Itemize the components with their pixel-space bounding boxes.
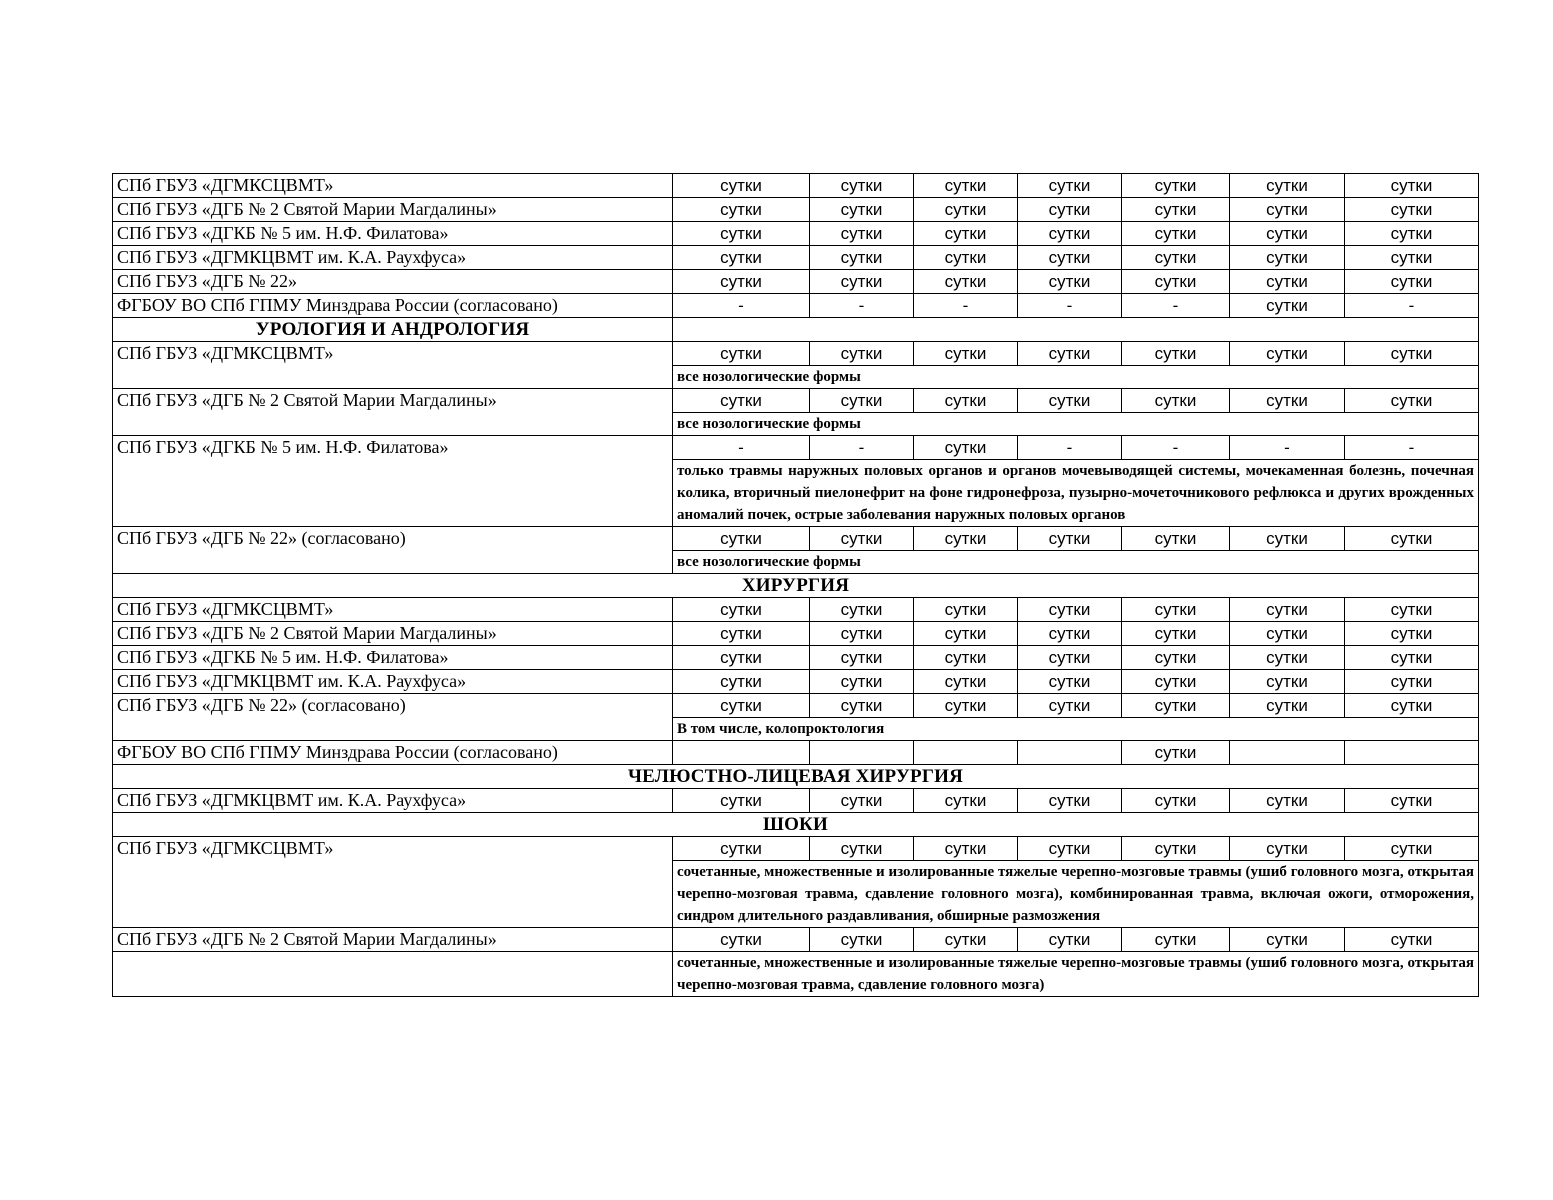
cell-value: сутки <box>1122 342 1230 366</box>
table-row <box>113 598 1479 622</box>
note-text: все нозологические формы <box>673 551 1479 574</box>
org-name: СПб ГБУЗ «ДГМКСЦВМТ» <box>113 174 673 198</box>
cell-value: сутки <box>914 527 1018 551</box>
cell-value: сутки <box>810 246 914 270</box>
cell-value: - <box>673 294 810 318</box>
cell-value: сутки <box>1018 174 1122 198</box>
cell-value: сутки <box>810 270 914 294</box>
cell-value: сутки <box>673 928 810 952</box>
cell-value: сутки <box>914 174 1018 198</box>
cell-value: сутки <box>673 670 810 694</box>
cell-value: сутки <box>1122 270 1230 294</box>
cell-value: - <box>810 294 914 318</box>
table-row <box>113 246 1479 270</box>
cell-value: сутки <box>1122 222 1230 246</box>
table-row <box>113 837 1479 861</box>
org-name: СПб ГБУЗ «ДГБ № 22» <box>113 270 673 294</box>
section-title-maxillofacial: ЧЕЛЮСТНО-ЛИЦЕВАЯ ХИРУРГИЯ <box>113 765 1479 789</box>
cell-value: сутки <box>914 928 1018 952</box>
table-row <box>113 436 1479 460</box>
cell-value: сутки <box>810 646 914 670</box>
org-name: СПб ГБУЗ «ДГКБ № 5 им. Н.Ф. Филатова» <box>113 646 673 670</box>
cell-value: сутки <box>1122 198 1230 222</box>
note-text: сочетанные, множественные и изолированные тяжелые черепно-мозговые травмы (ушиб головного мозга, открытая черепно-мозговая травма, сдавление головного мозга), комбинированная травма, включая ожоги, отморожения, синдром длительного раздавливания, обширные размозжения <box>673 861 1479 928</box>
cell-value: сутки <box>810 670 914 694</box>
org-name: СПб ГБУЗ «ДГКБ № 5 им. Н.Ф. Филатова» <box>113 436 673 527</box>
cell-value: сутки <box>1018 598 1122 622</box>
section-row <box>113 318 1479 342</box>
table-row <box>113 174 1479 198</box>
cell-value: сутки <box>673 222 810 246</box>
cell-value: сутки <box>1230 389 1345 413</box>
cell-value: сутки <box>1230 646 1345 670</box>
table-row <box>113 741 1479 765</box>
cell-value: сутки <box>1018 928 1122 952</box>
empty-cell <box>1230 741 1345 765</box>
org-name: ФГБОУ ВО СПб ГПМУ Минздрава России (согласовано) <box>113 294 673 318</box>
table-row <box>113 527 1479 551</box>
cell-value: сутки <box>1122 622 1230 646</box>
empty-cell <box>673 741 810 765</box>
cell-value: сутки <box>1230 527 1345 551</box>
cell-value: сутки <box>1230 789 1345 813</box>
empty-cell <box>810 741 914 765</box>
org-name: СПб ГБУЗ «ДГМКЦВМТ им. К.А. Раухфуса» <box>113 789 673 813</box>
empty-cell <box>673 318 1479 342</box>
cell-value: сутки <box>914 789 1018 813</box>
cell-value: - <box>914 294 1018 318</box>
cell-value: сутки <box>1122 646 1230 670</box>
empty-cell <box>113 952 673 997</box>
cell-value: сутки <box>810 928 914 952</box>
cell-value: сутки <box>1230 670 1345 694</box>
note-text: В том числе, колопроктология <box>673 718 1479 741</box>
cell-value: - <box>1122 436 1230 460</box>
cell-value: сутки <box>1345 198 1479 222</box>
table-row <box>113 670 1479 694</box>
cell-value: сутки <box>1018 389 1122 413</box>
cell-value: сутки <box>1345 389 1479 413</box>
cell-value: сутки <box>1122 527 1230 551</box>
cell-value: сутки <box>1018 222 1122 246</box>
cell-value: сутки <box>914 622 1018 646</box>
cell-value: сутки <box>1230 294 1345 318</box>
table-row <box>113 198 1479 222</box>
document-page <box>112 173 1478 997</box>
cell-value: сутки <box>673 389 810 413</box>
cell-value: сутки <box>1345 789 1479 813</box>
cell-value: сутки <box>1230 342 1345 366</box>
cell-value: сутки <box>1345 694 1479 718</box>
cell-value: сутки <box>1122 694 1230 718</box>
cell-value: сутки <box>1018 622 1122 646</box>
cell-value: сутки <box>1018 670 1122 694</box>
cell-value: сутки <box>914 598 1018 622</box>
cell-value: сутки <box>673 622 810 646</box>
cell-value: - <box>1018 294 1122 318</box>
cell-value: сутки <box>1230 246 1345 270</box>
cell-value: сутки <box>1230 622 1345 646</box>
cell-value: сутки <box>1018 837 1122 861</box>
cell-value: сутки <box>810 342 914 366</box>
section-row <box>113 813 1479 837</box>
org-name: СПб ГБУЗ «ДГБ № 2 Святой Марии Магдалины» <box>113 928 673 952</box>
org-name: СПб ГБУЗ «ДГМКСЦВМТ» <box>113 837 673 928</box>
table-row <box>113 646 1479 670</box>
cell-value: сутки <box>673 694 810 718</box>
table-row <box>113 694 1479 718</box>
cell-value: сутки <box>810 622 914 646</box>
cell-value: сутки <box>673 646 810 670</box>
cell-value: сутки <box>810 222 914 246</box>
cell-value: сутки <box>1122 741 1230 765</box>
cell-value: сутки <box>1122 389 1230 413</box>
cell-value: сутки <box>1018 342 1122 366</box>
cell-value: сутки <box>1122 928 1230 952</box>
cell-value: сутки <box>914 837 1018 861</box>
section-title-urology: УРОЛОГИЯ И АНДРОЛОГИЯ <box>113 318 673 342</box>
table-row <box>113 222 1479 246</box>
cell-value: сутки <box>673 527 810 551</box>
cell-value: сутки <box>1345 928 1479 952</box>
org-name: СПб ГБУЗ «ДГМКЦВМТ им. К.А. Раухфуса» <box>113 246 673 270</box>
cell-value: сутки <box>1122 174 1230 198</box>
cell-value: сутки <box>1018 246 1122 270</box>
section-title-shock: ШОКИ <box>113 813 1479 837</box>
cell-value: сутки <box>673 174 810 198</box>
section-title-surgery: ХИРУРГИЯ <box>113 574 1479 598</box>
cell-value: сутки <box>1018 694 1122 718</box>
empty-cell <box>1018 741 1122 765</box>
cell-value: сутки <box>1230 198 1345 222</box>
cell-value: сутки <box>810 389 914 413</box>
cell-value: сутки <box>914 270 1018 294</box>
org-name: СПб ГБУЗ «ДГБ № 2 Святой Марии Магдалины» <box>113 389 673 436</box>
cell-value: сутки <box>1018 646 1122 670</box>
cell-value: - <box>1122 294 1230 318</box>
cell-value: - <box>1345 294 1479 318</box>
org-name: СПб ГБУЗ «ДГМКЦВМТ им. К.А. Раухфуса» <box>113 670 673 694</box>
cell-value: сутки <box>1345 270 1479 294</box>
cell-value: сутки <box>1122 670 1230 694</box>
cell-value: сутки <box>914 670 1018 694</box>
cell-value: сутки <box>1345 342 1479 366</box>
cell-value: сутки <box>1230 694 1345 718</box>
cell-value: - <box>673 436 810 460</box>
table-row <box>113 342 1479 366</box>
cell-value: сутки <box>914 342 1018 366</box>
table-row <box>113 294 1479 318</box>
section-row <box>113 574 1479 598</box>
cell-value: сутки <box>673 270 810 294</box>
cell-value: сутки <box>1018 789 1122 813</box>
cell-value: сутки <box>1122 246 1230 270</box>
cell-value: сутки <box>914 222 1018 246</box>
cell-value: - <box>1345 436 1479 460</box>
org-name: СПб ГБУЗ «ДГБ № 2 Святой Марии Магдалины» <box>113 622 673 646</box>
cell-value: сутки <box>1345 527 1479 551</box>
cell-value: сутки <box>810 837 914 861</box>
empty-cell <box>1345 741 1479 765</box>
cell-value: сутки <box>1230 174 1345 198</box>
cell-value: сутки <box>1345 837 1479 861</box>
org-name: СПб ГБУЗ «ДГМКСЦВМТ» <box>113 598 673 622</box>
table-row <box>113 789 1479 813</box>
org-name: СПб ГБУЗ «ДГБ № 2 Святой Марии Магдалины» <box>113 198 673 222</box>
cell-value: сутки <box>914 694 1018 718</box>
cell-value: сутки <box>1345 174 1479 198</box>
cell-value: сутки <box>810 598 914 622</box>
cell-value: сутки <box>914 246 1018 270</box>
org-name: СПб ГБУЗ «ДГКБ № 5 им. Н.Ф. Филатова» <box>113 222 673 246</box>
cell-value: сутки <box>1230 270 1345 294</box>
cell-value: сутки <box>810 174 914 198</box>
cell-value: - <box>1230 436 1345 460</box>
org-name: СПб ГБУЗ «ДГБ № 22» (согласовано) <box>113 694 673 741</box>
section-row <box>113 765 1479 789</box>
table-row <box>113 622 1479 646</box>
cell-value: сутки <box>810 527 914 551</box>
cell-value: сутки <box>1018 527 1122 551</box>
cell-value: сутки <box>1345 246 1479 270</box>
table-row <box>113 928 1479 952</box>
table-row <box>113 270 1479 294</box>
cell-value: сутки <box>673 246 810 270</box>
cell-value: сутки <box>1345 670 1479 694</box>
cell-value: - <box>1018 436 1122 460</box>
cell-value: сутки <box>810 789 914 813</box>
note-text: сочетанные, множественные и изолированные тяжелые черепно-мозговые травмы (ушиб головного мозга, открытая черепно-мозговая травма, сдавление головного мозга) <box>673 952 1479 997</box>
cell-value: сутки <box>1230 928 1345 952</box>
cell-value: сутки <box>673 598 810 622</box>
cell-value: сутки <box>673 198 810 222</box>
cell-value: сутки <box>673 342 810 366</box>
org-name: ФГБОУ ВО СПб ГПМУ Минздрава России (согласовано) <box>113 741 673 765</box>
cell-value: сутки <box>1345 622 1479 646</box>
schedule-table <box>112 173 1479 997</box>
note-text: только травмы наружных половых органов и органов мочевыводящей системы, мочекаменная болезнь, почечная колика, вторичный пиелонефрит на фоне гидронефроза, пузырно-мочеточникового рефлюкса и других врожденных аномалий почек, острые заболевания наружных половых органов <box>673 460 1479 527</box>
cell-value: - <box>810 436 914 460</box>
cell-value: сутки <box>673 837 810 861</box>
cell-value: сутки <box>1018 270 1122 294</box>
org-name: СПб ГБУЗ «ДГМКСЦВМТ» <box>113 342 673 389</box>
cell-value: сутки <box>1122 837 1230 861</box>
cell-value: сутки <box>1345 646 1479 670</box>
cell-value: сутки <box>1345 222 1479 246</box>
table-row <box>113 389 1479 413</box>
cell-value: сутки <box>914 389 1018 413</box>
cell-value: сутки <box>810 198 914 222</box>
cell-value: сутки <box>673 789 810 813</box>
note-text: все нозологические формы <box>673 413 1479 436</box>
cell-value: сутки <box>914 646 1018 670</box>
cell-value: сутки <box>1230 837 1345 861</box>
cell-value: сутки <box>1345 598 1479 622</box>
cell-value: сутки <box>1018 198 1122 222</box>
cell-value: сутки <box>914 436 1018 460</box>
note-text: все нозологические формы <box>673 366 1479 389</box>
note-row <box>113 952 1479 997</box>
cell-value: сутки <box>1230 598 1345 622</box>
cell-value: сутки <box>1230 222 1345 246</box>
cell-value: сутки <box>1122 598 1230 622</box>
empty-cell <box>914 741 1018 765</box>
cell-value: сутки <box>810 694 914 718</box>
cell-value: сутки <box>914 198 1018 222</box>
cell-value: сутки <box>1122 789 1230 813</box>
org-name: СПб ГБУЗ «ДГБ № 22» (согласовано) <box>113 527 673 574</box>
